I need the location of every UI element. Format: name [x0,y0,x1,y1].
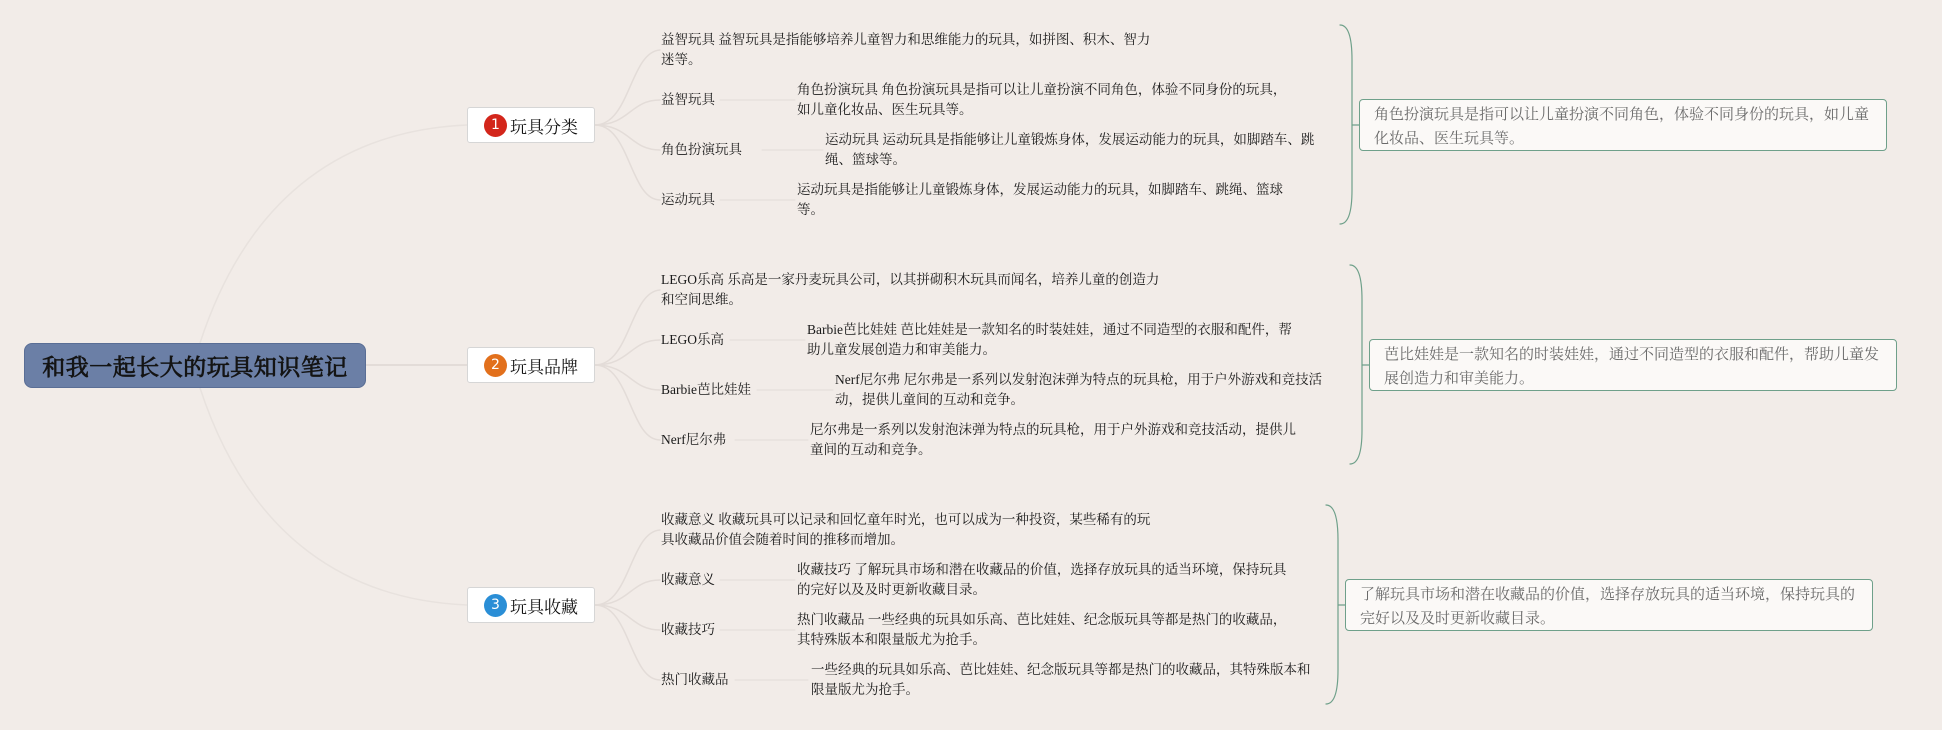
root-node[interactable]: 和我一起长大的玩具知识笔记 [24,343,366,388]
child-label[interactable]: 收藏技巧 [661,622,715,637]
topic-toy-collecting[interactable] [467,587,595,623]
number-badge: 2 [484,354,507,377]
topic-label: 玩具分类 [510,117,578,138]
child-label[interactable]: LEGO乐高 [661,332,724,347]
child-label[interactable]: Nerf尼尔弗 [661,432,727,447]
detail-text: 角色扮演玩具 角色扮演玩具是指可以让儿童扮演不同角色，体验不同身份的玩具，如儿童化妆品、医生玩具等。 [797,82,1287,117]
detail-text: Nerf尼尔弗 尼尔弗是一系列以发射泡沫弹为特点的玩具枪，用于户外游戏和竞技活动，提供儿童间的互动和竞争。 [835,372,1323,407]
intro-text: 益智玩具 益智玩具是指能够培养儿童智力和思维能力的玩具，如拼图、积木、智力迷等。 [661,32,1151,67]
detail-text: Barbie芭比娃娃 芭比娃娃是一款知名的时装娃娃，通过不同造型的衣服和配件，帮助儿童发展创造力和审美能力。 [807,322,1292,357]
topic-label: 玩具收藏 [510,597,578,618]
child-label[interactable]: 热门收藏品 [661,672,729,687]
child-label[interactable]: 收藏意义 [661,572,715,587]
detail-text: 热门收藏品 一些经典的玩具如乐高、芭比娃娃、纪念版玩具等都是热门的收藏品，其特殊版本和限量版尤为抢手。 [797,612,1287,647]
child-label[interactable]: 运动玩具 [661,192,715,207]
detail-text: 尼尔弗是一系列以发射泡沫弹为特点的玩具枪，用于户外游戏和竞技活动，提供儿童间的互动和竞争。 [810,422,1296,457]
topic-label: 玩具品牌 [510,357,578,378]
detail-text: 运动玩具 运动玩具是指能够让儿童锻炼身体，发展运动能力的玩具，如脚踏车、跳绳、篮球等。 [825,132,1315,167]
topic-toy-brands[interactable] [467,347,595,383]
detail-text: 收藏技巧 了解玩具市场和潜在收藏品的价值，选择存放玩具的适当环境，保持玩具的完好以及及时更新收藏目录。 [797,562,1287,597]
child-label[interactable]: 益智玩具 [661,92,715,107]
summary-box[interactable]: 芭比娃娃是一款知名的时装娃娃，通过不同造型的衣服和配件，帮助儿童发展创造力和审美能力。 [1369,339,1897,391]
detail-text: 一些经典的玩具如乐高、芭比娃娃、纪念版玩具等都是热门的收藏品，其特殊版本和限量版尤为抢手。 [811,662,1311,697]
summary-box[interactable]: 角色扮演玩具是指可以让儿童扮演不同角色，体验不同身份的玩具，如儿童化妆品、医生玩具等。 [1359,99,1887,151]
intro-text: 收藏意义 收藏玩具可以记录和回忆童年时光，也可以成为一种投资，某些稀有的玩具收藏品价值会随着时间的推移而增加。 [661,512,1151,547]
child-label[interactable]: 角色扮演玩具 [661,142,742,157]
topic-toy-categories[interactable] [467,107,595,143]
detail-text: 运动玩具是指能够让儿童锻炼身体，发展运动能力的玩具，如脚踏车、跳绳、篮球等。 [797,182,1283,217]
number-badge: 3 [484,594,507,617]
intro-text: LEGO乐高 乐高是一家丹麦玩具公司，以其拼砌积木玩具而闻名，培养儿童的创造力和空间思维。 [661,272,1160,307]
number-badge: 1 [484,114,507,137]
summary-box[interactable]: 了解玩具市场和潜在收藏品的价值，选择存放玩具的适当环境，保持玩具的完好以及及时更新收藏目录。 [1345,579,1873,631]
child-label[interactable]: Barbie芭比娃娃 [661,382,751,397]
